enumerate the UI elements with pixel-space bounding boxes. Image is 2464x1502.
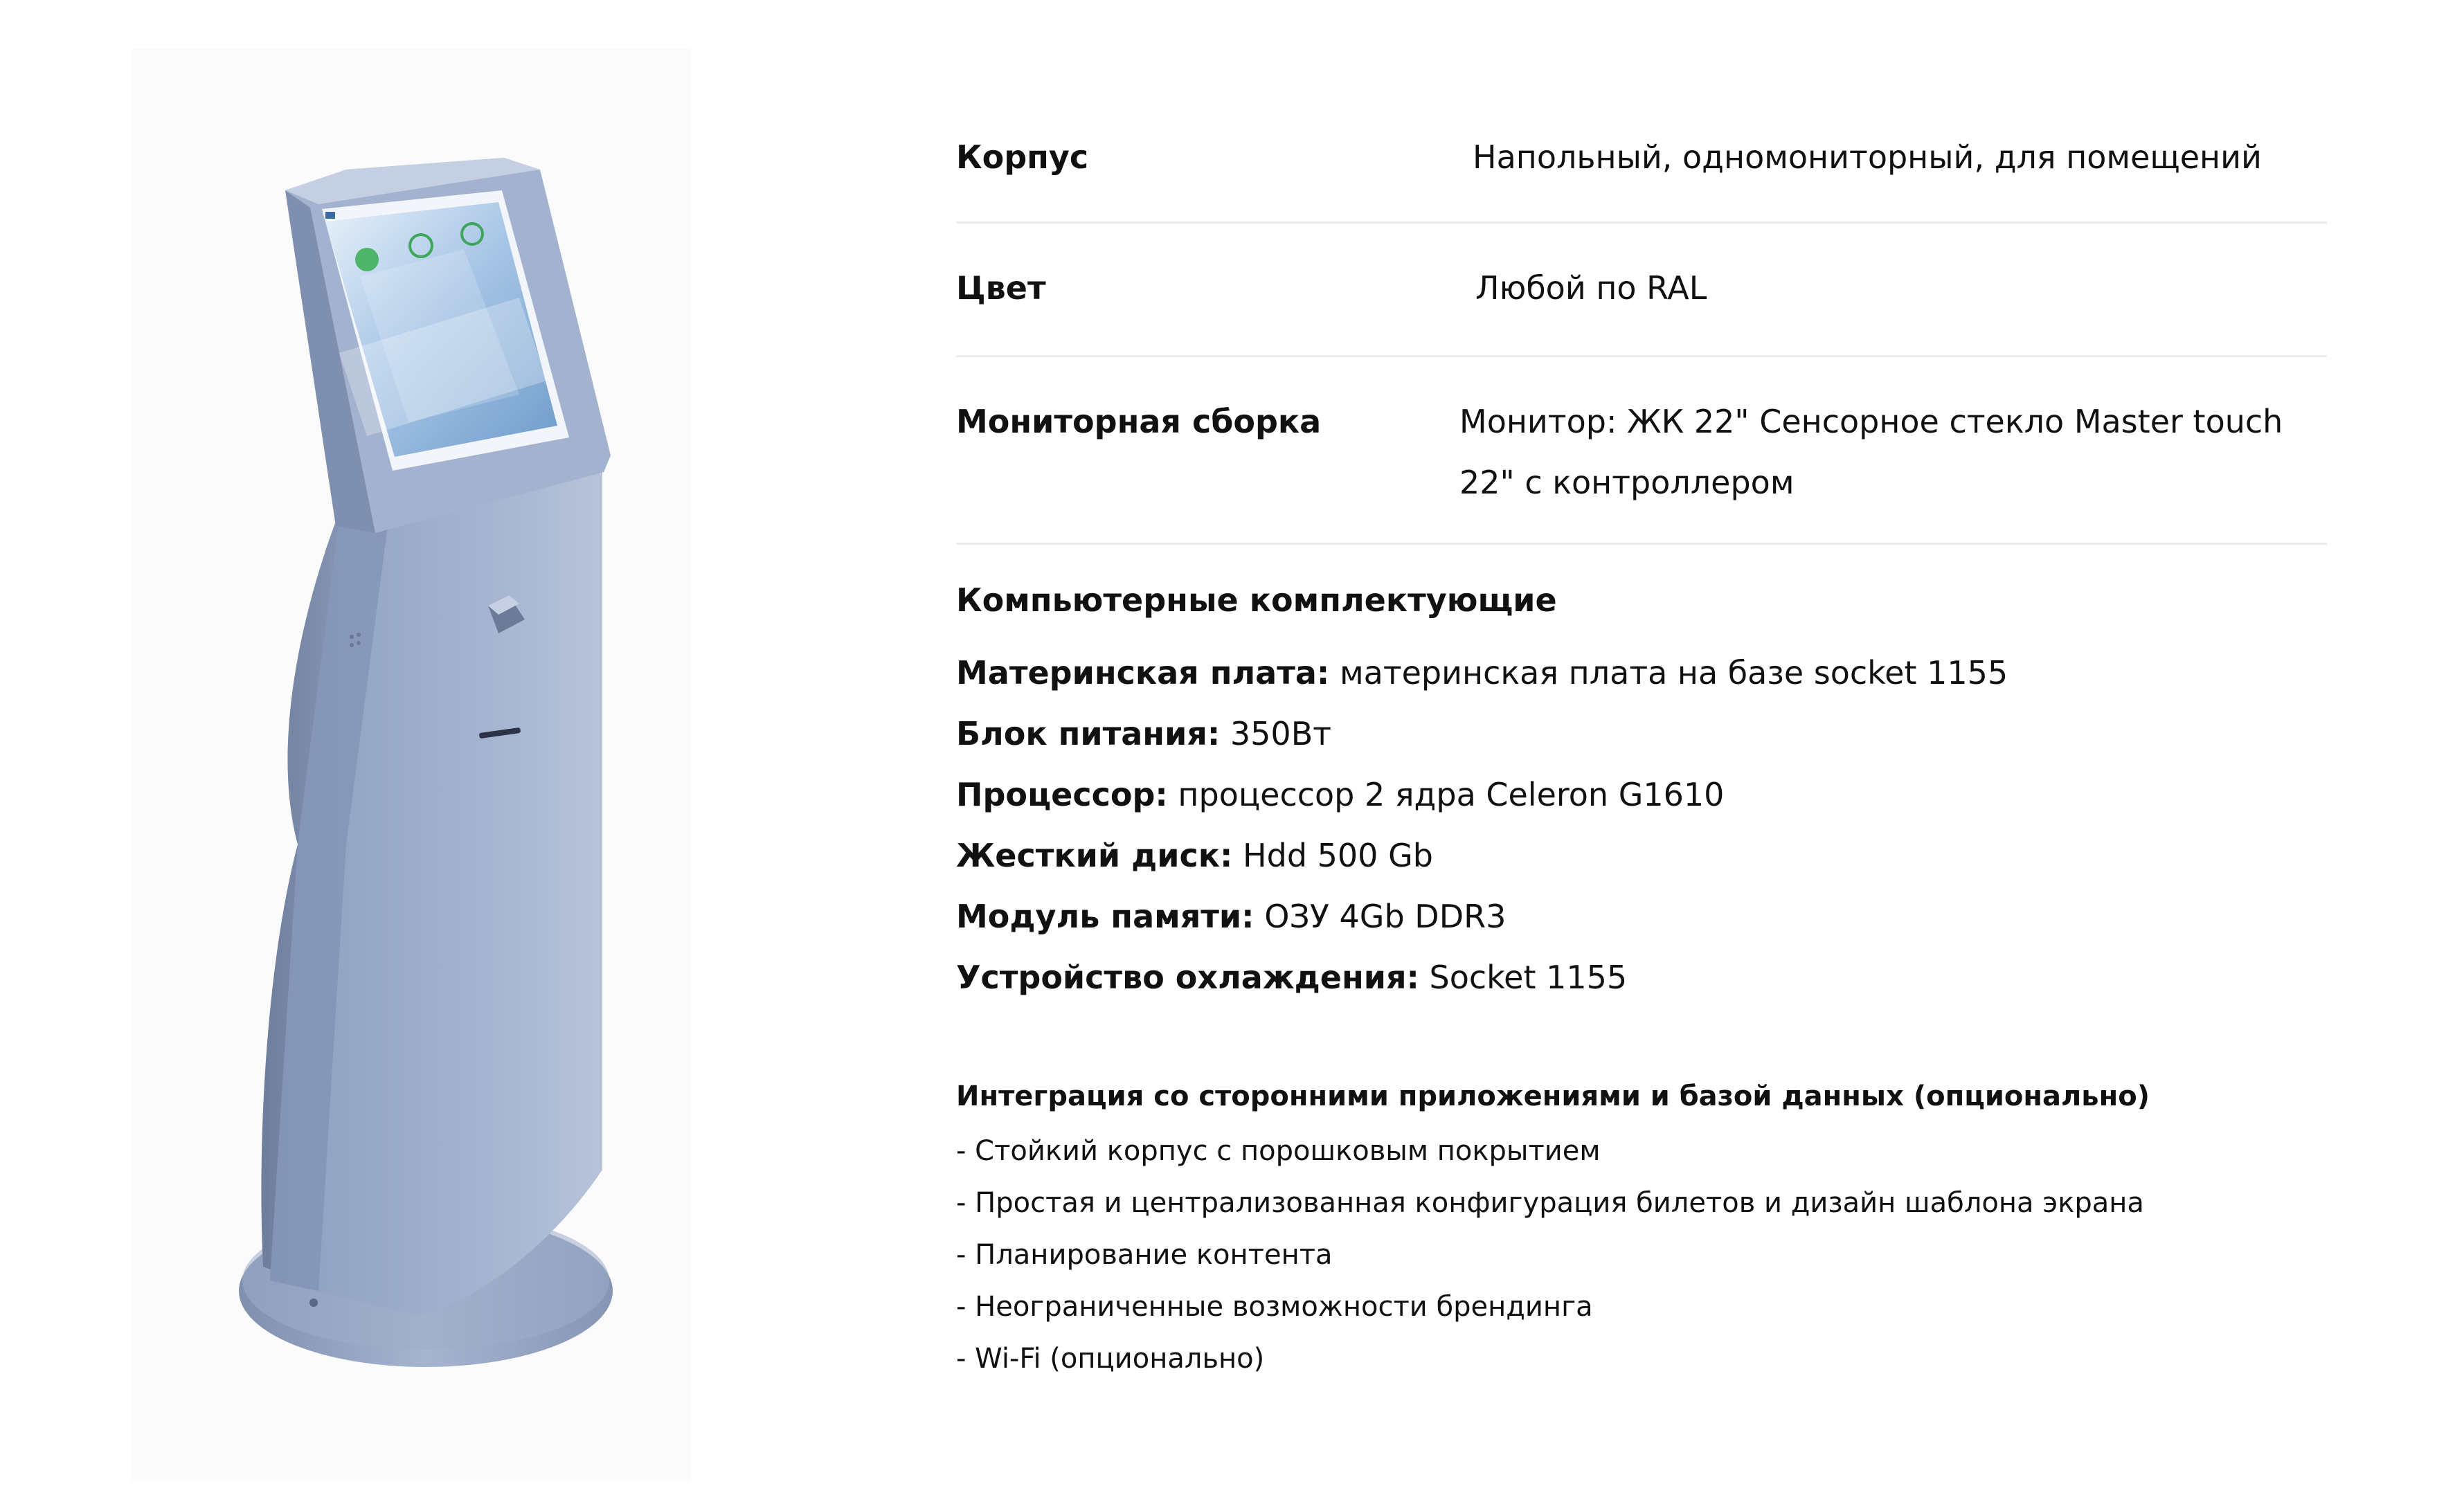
spec-label: Мониторная сборка [956, 403, 1322, 440]
component-label: Материнская плата: [956, 654, 1330, 691]
component-value: Socket 1155 [1429, 959, 1628, 996]
spec-label: Цвет [956, 269, 1046, 307]
component-value: 350Вт [1230, 715, 1332, 752]
component-item [956, 825, 2341, 886]
component-label: Модуль памяти: [956, 898, 1255, 935]
component-value: Hdd 500 Gb [1243, 837, 1433, 874]
component-label: Устройство охлаждения: [956, 959, 1419, 996]
spec-row-body [956, 104, 2327, 224]
feature-item: - Неограниченные возможности брендинга [956, 1291, 1593, 1323]
feature-item: - Стойкий корпус с порошковым покрытием [956, 1135, 1601, 1167]
spec-label: Корпус [956, 138, 1089, 176]
feature-item: - Простая и централизованная конфигурация билетов и дизайн шаблона экрана [956, 1187, 2144, 1219]
spec-value: Напольный, одномониторный, для помещений [1473, 138, 2262, 176]
product-image-panel [132, 48, 691, 1481]
component-value: процессор 2 ядра Celeron G1610 [1178, 776, 1725, 813]
screen-icon-1 [355, 248, 379, 271]
spec-row-monitor [956, 357, 2327, 545]
spec-value: Монитор: ЖК 22" Сенсорное стекло Master touch 22" с контроллером [1459, 403, 2283, 501]
spec-row-color [956, 224, 2327, 357]
feature-item: - Планирование контента [956, 1239, 1333, 1271]
components-title: Компьютерные комплектующие [956, 581, 1557, 619]
kiosk-illustration [132, 48, 691, 1481]
component-item [956, 947, 2341, 1008]
component-item [956, 703, 2341, 764]
integration-section [956, 1073, 2341, 1385]
component-label: Процессор: [956, 776, 1168, 813]
component-value: материнская плата на базе socket 1155 [1339, 654, 2008, 691]
specs-table [956, 104, 2327, 545]
component-item [956, 642, 2341, 703]
component-label: Жесткий диск: [956, 837, 1233, 874]
spec-value: Любой по RAL [1475, 269, 1707, 307]
integration-title: Интеграция со сторонними приложениями и базой данных (опционально) [956, 1080, 2150, 1112]
component-label: Блок питания: [956, 715, 1221, 752]
component-item [956, 764, 2341, 825]
components-section [956, 574, 2341, 1008]
feature-item: - Wi-Fi (опционально) [956, 1343, 1265, 1375]
component-item [956, 886, 2341, 947]
component-value: ОЗУ 4Gb DDR3 [1264, 898, 1507, 935]
